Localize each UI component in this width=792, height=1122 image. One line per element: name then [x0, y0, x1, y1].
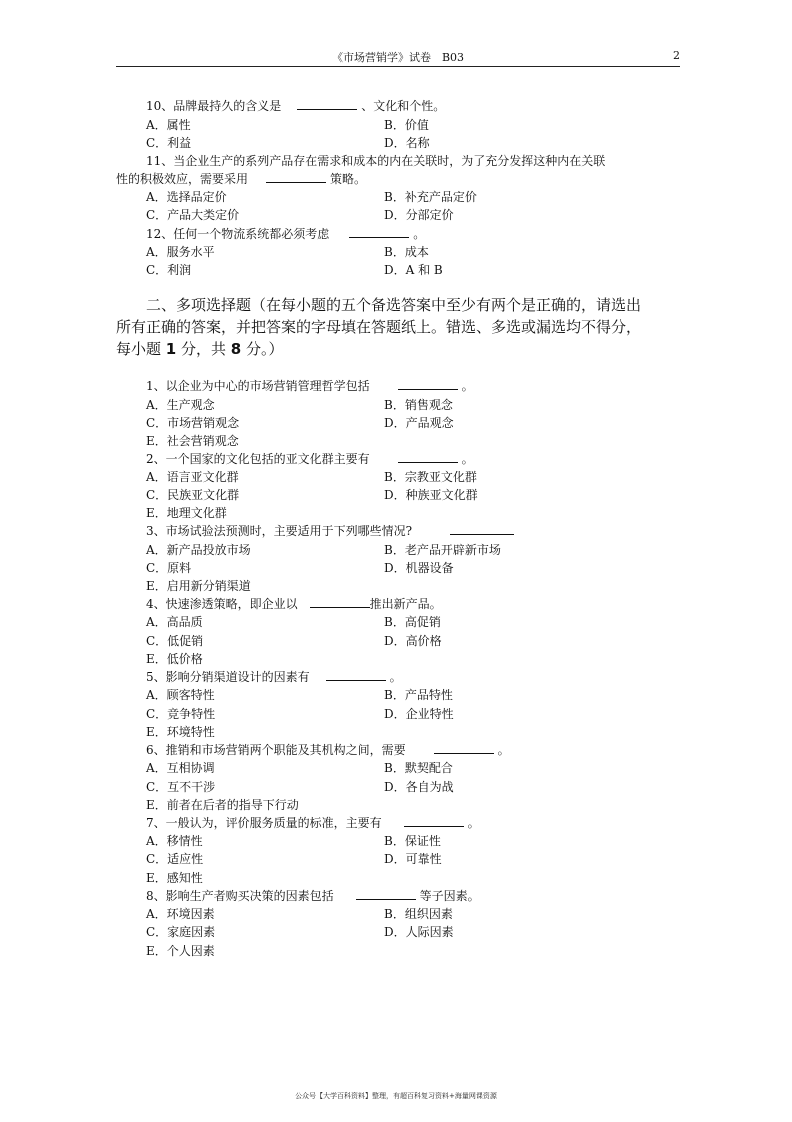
option: A．高品质: [146, 615, 203, 629]
option: E．感知性: [146, 871, 203, 885]
option: A．属性: [146, 118, 191, 132]
option: B．价值: [384, 118, 429, 132]
answer-blank: [310, 595, 370, 608]
option: C．市场营销观念: [146, 416, 240, 430]
page-footer: 公众号【大学百科资料】整理，有超百科复习资料+海量网课资源: [295, 1092, 497, 1100]
option: E．前者在后者的指导下行动: [146, 798, 299, 812]
option: C．利益: [146, 136, 192, 150]
option: D．各自为战: [384, 780, 454, 794]
answer-blank: [326, 668, 386, 681]
option: A．语言亚文化群: [146, 470, 239, 484]
question-11-stem-cont: 性的积极效应，需要采用 策略。: [116, 172, 367, 186]
mq-1-stem: 1、以企业为中心的市场营销管理哲学包括 。: [146, 379, 474, 393]
option: A．生产观念: [146, 398, 215, 412]
answer-blank: [349, 225, 409, 238]
option: E．地理文化群: [146, 506, 227, 520]
mq-6-stem: 6、推销和市场营销两个职能及其机构之间，需要 。: [146, 743, 510, 757]
option: C．低促销: [146, 634, 204, 648]
option: A．顾客特性: [146, 688, 215, 702]
answer-blank: [398, 450, 458, 463]
option: A．环境因素: [146, 907, 215, 921]
question-11-stem: 11、当企业生产的系列产品存在需求和成本的内在关联时，为了充分发挥这种内在关联: [146, 154, 606, 168]
option: E．启用新分销渠道: [146, 579, 251, 593]
mq-3-stem: 3、市场试验法预测时，主要适用于下列哪些情况?: [146, 522, 518, 540]
option: C．民族亚文化群: [146, 488, 240, 502]
section-2-instructions: 二、多项选择题（在每小题的五个备选答案中至少有两个是正确的，请选出 所有正确的答案，并把答案的字母填在答题纸上。错选、多选或漏选均不得分， 每小题 1 分，共 8 分。）: [116, 296, 642, 358]
answer-blank: [450, 522, 514, 535]
option: D．人际因素: [384, 925, 454, 939]
answer-blank: [434, 741, 494, 754]
option: B．销售观念: [384, 398, 453, 412]
mq-4-stem: 4、快速渗透策略，即企业以 推出新产品。: [146, 597, 442, 611]
option: A．新产品投放市场: [146, 543, 251, 557]
exam-title: 《市场营销学》试卷 B03: [331, 51, 465, 64]
option: C．家庭因素: [146, 925, 216, 939]
option: E．低价格: [146, 652, 203, 666]
page-number: 2: [673, 49, 680, 62]
option: B．组织因素: [384, 907, 453, 921]
option: B．宗教亚文化群: [384, 470, 477, 484]
option: A．互相协调: [146, 761, 215, 775]
option: D．名称: [384, 136, 430, 150]
option: C．产品大类定价: [146, 208, 240, 222]
mq-5-stem: 5、影响分销渠道设计的因素有 。: [146, 670, 402, 684]
mq-7-stem: 7、一般认为，评价服务质量的标准，主要有 。: [146, 816, 480, 830]
option: D．可靠性: [384, 852, 442, 866]
option: E．个人因素: [146, 944, 215, 958]
option: C．利润: [146, 263, 192, 277]
option: B．补充产品定价: [384, 190, 477, 204]
mq-8-stem: 8、影响生产者购买决策的因素包括 等子因素。: [146, 889, 480, 903]
mq-2-stem: 2、一个国家的文化包括的亚文化群主要有 。: [146, 452, 474, 466]
option: B．产品特性: [384, 688, 453, 702]
option: E．社会营销观念: [146, 434, 239, 448]
option: B．保证性: [384, 834, 441, 848]
option: D．产品观念: [384, 416, 454, 430]
option: D．机器设备: [384, 561, 454, 575]
answer-blank: [398, 377, 458, 390]
option: E．环境特性: [146, 725, 215, 739]
answer-blank: [404, 814, 464, 827]
answer-blank: [297, 97, 357, 110]
answer-blank: [266, 170, 326, 183]
option: B．默契配合: [384, 761, 453, 775]
option: D．分部定价: [384, 208, 454, 222]
option: D．A 和 B: [384, 263, 443, 277]
option: D．高价格: [384, 634, 442, 648]
option: C．竞争特性: [146, 707, 216, 721]
option: A．选择品定价: [146, 190, 227, 204]
option: C．原料: [146, 561, 192, 575]
answer-blank: [356, 887, 416, 900]
option: D．企业特性: [384, 707, 454, 721]
option: A．移情性: [146, 834, 203, 848]
option: C．适应性: [146, 852, 204, 866]
option: B．成本: [384, 245, 429, 259]
page-header: [116, 48, 680, 67]
question-12-stem: 12、任何一个物流系统都必须考虑 。: [146, 227, 426, 241]
option: A．服务水平: [146, 245, 215, 259]
option: C．互不干涉: [146, 780, 216, 794]
option: D．种族亚文化群: [384, 488, 478, 502]
question-10-stem: 10、品牌最持久的含义是 、文化和个性。: [146, 99, 446, 113]
option: B．高促销: [384, 615, 441, 629]
option: B．老产品开辟新市场: [384, 543, 501, 557]
